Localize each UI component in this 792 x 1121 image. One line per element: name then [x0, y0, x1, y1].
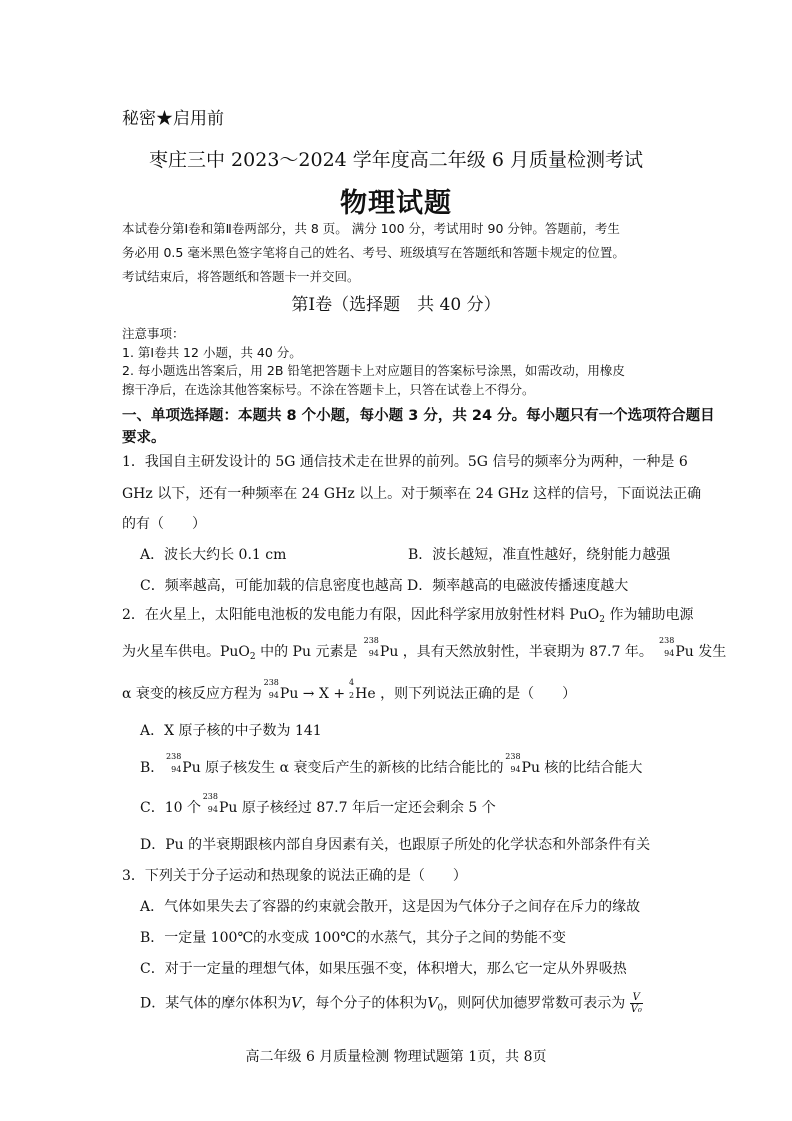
- q2-text: α 衰变的核反应方程为: [122, 686, 262, 702]
- subscript: 0: [437, 1003, 444, 1014]
- q2-text: 2．在火星上，太阳能电池板的发电能力有限，因此科学家用放射性材料 PuO: [122, 607, 600, 623]
- q1-stem-line: 1．我国自主研发设计的 5G 通信技术走在世界的前列。5G 信号的频率分为两种，一种是 6: [122, 454, 688, 470]
- variable-v0: V: [427, 995, 438, 1012]
- q2-text: Pu ，具有天然放射性，半衰期为 87.7 年。: [379, 644, 653, 660]
- pu-isotope: 238 94: [202, 792, 218, 814]
- notes-block: [122, 325, 625, 399]
- notes-item: 2. 每小题选出答案后，用 2B 铅笔把答题卡上对应题目的答案标号涂黑，如需改动，用橡皮: [122, 363, 625, 378]
- option-text: D．某气体的摩尔体积为: [140, 995, 292, 1012]
- pu-isotope: 238 94: [659, 636, 675, 658]
- q2-stem-line: [122, 604, 693, 625]
- section-heading: [122, 405, 715, 449]
- part-title: 第Ⅰ卷（选择题 共 40 分）: [291, 295, 501, 315]
- q2-option-b: [140, 752, 643, 777]
- q3-option-d: [140, 992, 643, 1015]
- option-text: Pu 原子核发生 α 衰变后产生的新核的比结合能比的: [182, 760, 504, 776]
- q2-stem-line: [122, 678, 577, 703]
- q1-option-b: B．波长越短，准直性越好，绕射能力越强: [408, 547, 671, 563]
- option-text: Pu 原子核经过 87.7 年后一定还会剩余 5 个: [218, 800, 496, 816]
- exam-title: 枣庄三中 2023～2024 学年度高二年级 6 月质量检测考试: [149, 149, 643, 171]
- reaction-equation: Pu → X +: [279, 686, 346, 702]
- option-text: C．10 个: [140, 800, 201, 816]
- q3-option-a: A．气体如果失去了容器的约束就会散开，这是因为气体分子之间存在斥力的缘故: [140, 899, 641, 915]
- q2-option-a: A．X 原子核的中子数为 141: [140, 723, 322, 739]
- q3-option-b: B．一定量 100℃的水变成 100℃的水蒸气，其分子之间的势能不变: [140, 930, 566, 946]
- pu-isotope: 238 94: [263, 678, 279, 700]
- option-text: ，则阿伏加德罗常数可表示为: [443, 995, 626, 1012]
- q1-stem-line: GHz 以下，还有一种频率在 24 GHz 以上。对于频率在 24 GHz 这样的信号，下面说法正确: [122, 486, 702, 502]
- pu-isotope: 238 94: [166, 752, 182, 774]
- variable-v: V: [291, 995, 302, 1012]
- option-text: B．: [140, 760, 165, 776]
- notes-heading: 注意事项：: [122, 326, 185, 341]
- option-text: ，每个分子的体积为: [301, 995, 428, 1012]
- page-footer: 高二年级 6 月质量检测 物理试题第 1页，共 8页: [245, 1049, 547, 1065]
- q1-option-c: C．频率越高，可能加载的信息密度也越高: [140, 578, 403, 594]
- q2-text: 作为辅助电源: [605, 607, 694, 623]
- q1-option-d: D．频率越高的电磁波传播速度越大: [407, 578, 629, 594]
- q2-option-d: D．Pu 的半衰期跟核内部自身因素有关，也跟原子所处的化学状态和外部条件有关: [140, 837, 651, 853]
- q2-subscript: 2: [249, 652, 256, 662]
- q3-option-c: C．对于一定量的理想气体，如果压强不变，体积增大，那么它一定从外界吸热: [140, 961, 627, 977]
- intro-line: 本试卷分第Ⅰ卷和第Ⅱ卷两部分，共 8 页。 满分 100 分，考试用时 90 分钟。答题前，考生: [122, 221, 620, 236]
- secret-label: 秘密★启用前: [122, 109, 224, 129]
- notes-item: 擦干净后，在选涂其他答案标号。不涂在答题卡上，只答在试卷上不得分。: [122, 381, 535, 397]
- option-text: Pu 核的比结合能大: [521, 760, 643, 776]
- q2-subscript: 2: [599, 615, 606, 625]
- section-heading-line: 一、单项选择题：本题共 8 个小题，每小题 3 分，共 24 分。每小题只有一个选项符合题目: [122, 408, 715, 424]
- q2-text: 中的 Pu 元素是: [255, 644, 358, 660]
- notes-item: 1. 第Ⅰ卷共 12 小题，共 40 分。: [122, 344, 302, 360]
- pu-isotope: 238 94: [363, 636, 379, 658]
- q1-option-a: A．波长大约长 0.1 cm: [140, 547, 287, 563]
- q1-stem-line: 的有（ ）: [122, 516, 206, 532]
- intro-line: 考试结束后，将答题纸和答题卡一并交回。: [122, 269, 360, 284]
- q2-stem-line: [122, 636, 727, 662]
- intro-paragraph: [122, 217, 625, 289]
- q2-text: Pu 发生: [675, 644, 727, 660]
- he-isotope: 4 2: [349, 678, 355, 700]
- q2-option-c: [140, 792, 496, 817]
- section-heading-line: 要求。: [122, 430, 166, 446]
- q2-text: He ，则下列说法正确的是（ ）: [355, 686, 577, 702]
- q3-stem: 3．下列关于分子运动和热现象的说法正确的是（ ）: [122, 868, 467, 884]
- pu-isotope: 238 94: [505, 752, 521, 774]
- q2-text: 为火星车供电。PuO: [122, 644, 250, 660]
- subject-title: 物理试题: [340, 188, 452, 219]
- intro-line: 务必用 0.5 毫米黑色签字笔将自己的姓名、考号、班级填写在答题纸和答题卡规定的位置。: [122, 245, 625, 260]
- fraction-v-over-v0: $\frac{V}{\text{V₀}}$: [630, 992, 642, 1015]
